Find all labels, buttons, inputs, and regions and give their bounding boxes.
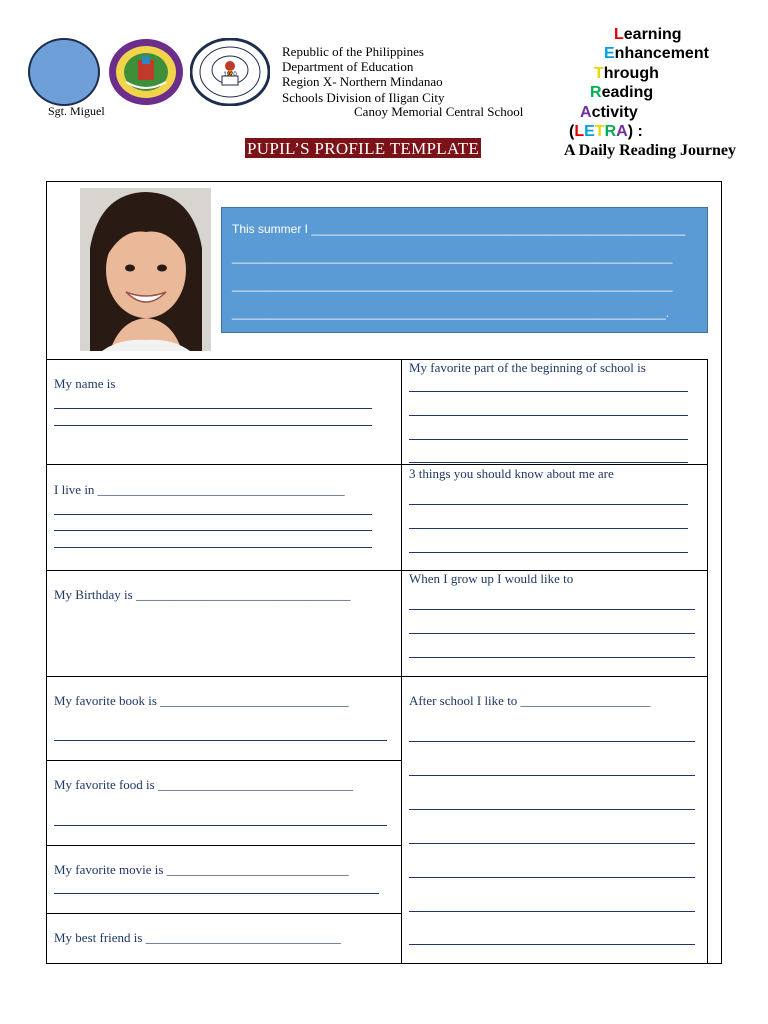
summer-text-box[interactable]: [221, 207, 708, 333]
letra-through: Through: [594, 65, 659, 82]
letra-enhancement: Enhancement: [604, 45, 709, 62]
school-part-line[interactable]: [409, 439, 688, 440]
blue-circle-logo: [28, 38, 100, 106]
org-line-4: Schools Division of Iligan City: [282, 90, 445, 105]
journey-subtitle: A Daily Reading Journey: [564, 142, 737, 159]
grid-line: [401, 359, 402, 964]
letra-acronym: (LETRA) :: [569, 123, 643, 140]
letra-first-letter: L: [614, 26, 624, 43]
grow-up-line[interactable]: [409, 633, 695, 634]
grid-line: [707, 359, 708, 964]
after-school-line[interactable]: [409, 775, 695, 776]
org-line-2: Department of Education: [282, 59, 414, 74]
after-school-line[interactable]: [409, 809, 695, 810]
movie-label: My favorite movie is ____________________________: [54, 862, 349, 877]
summer-line-4: _________________________________________________________________.: [232, 306, 670, 320]
summer-line-2: __________________________________________________________________: [232, 250, 673, 264]
after-school-line[interactable]: [409, 843, 695, 844]
letra-first-letter: R: [590, 84, 602, 101]
school-name: Canoy Memorial Central School: [354, 104, 524, 119]
after-school-line[interactable]: [409, 911, 695, 912]
summer-line-1: This summer I ________________________________________________________: [232, 222, 686, 236]
after-school-label: After school I like to ____________________: [409, 693, 651, 708]
school-part-line[interactable]: [409, 415, 688, 416]
org-line-3: Region X- Northern Mindanao: [282, 74, 443, 89]
food-label: My favorite food is ______________________________: [54, 777, 353, 792]
grid-line: [46, 913, 402, 914]
school-part-line[interactable]: [409, 391, 688, 392]
letra-learning: Learning: [614, 26, 682, 43]
letra-first-letter: E: [604, 45, 615, 62]
grid-line: [46, 760, 402, 761]
summer-line-3: __________________________________________________________________: [232, 278, 673, 292]
photo-caption: Sgt. Miguel: [48, 104, 105, 118]
school-part-line[interactable]: [409, 462, 688, 463]
grow-up-line[interactable]: [409, 609, 695, 610]
three-things-label: 3 things you should know about me are: [409, 466, 614, 481]
three-things-line[interactable]: [409, 552, 688, 553]
best-friend-label: My best friend is ______________________________: [54, 930, 341, 945]
three-things-line[interactable]: [409, 528, 688, 529]
birthday-label: My Birthday is _________________________________: [54, 587, 351, 602]
school-part-label: My favorite part of the beginning of school is: [409, 360, 646, 375]
book-line[interactable]: [54, 740, 387, 741]
grow-up-label: When I grow up I would like to: [409, 571, 574, 586]
food-line[interactable]: [54, 825, 387, 826]
page-title: PUPIL’S PROFILE TEMPLATE: [247, 139, 480, 158]
address-line[interactable]: [54, 530, 372, 531]
letra-activity: Activity: [580, 104, 638, 121]
pupil-photo: [80, 188, 211, 351]
movie-line[interactable]: [54, 893, 379, 894]
name-line[interactable]: [54, 408, 372, 409]
letra-first-letter: A: [580, 104, 592, 121]
after-school-line[interactable]: [409, 741, 695, 742]
after-school-line[interactable]: [409, 944, 695, 945]
org-line-1: Republic of the Philippines: [282, 44, 424, 59]
grid-line: [46, 845, 402, 846]
address-label: I live in ______________________________________: [54, 482, 345, 497]
grid-line: [46, 464, 708, 465]
seal-year: 1920: [223, 72, 237, 78]
letra-reading: Reading: [590, 84, 654, 101]
letra-first-letter: T: [594, 65, 604, 82]
division-seal-icon: [108, 38, 184, 106]
name-label: My name is: [54, 376, 116, 391]
address-line[interactable]: [54, 514, 372, 515]
grow-up-line[interactable]: [409, 657, 695, 658]
book-label: My favorite book is _____________________________: [54, 693, 349, 708]
address-line[interactable]: [54, 547, 372, 548]
grid-line: [46, 676, 708, 677]
grid-line: [46, 570, 708, 571]
three-things-line[interactable]: [409, 504, 688, 505]
after-school-line[interactable]: [409, 877, 695, 878]
name-line[interactable]: [54, 425, 372, 426]
